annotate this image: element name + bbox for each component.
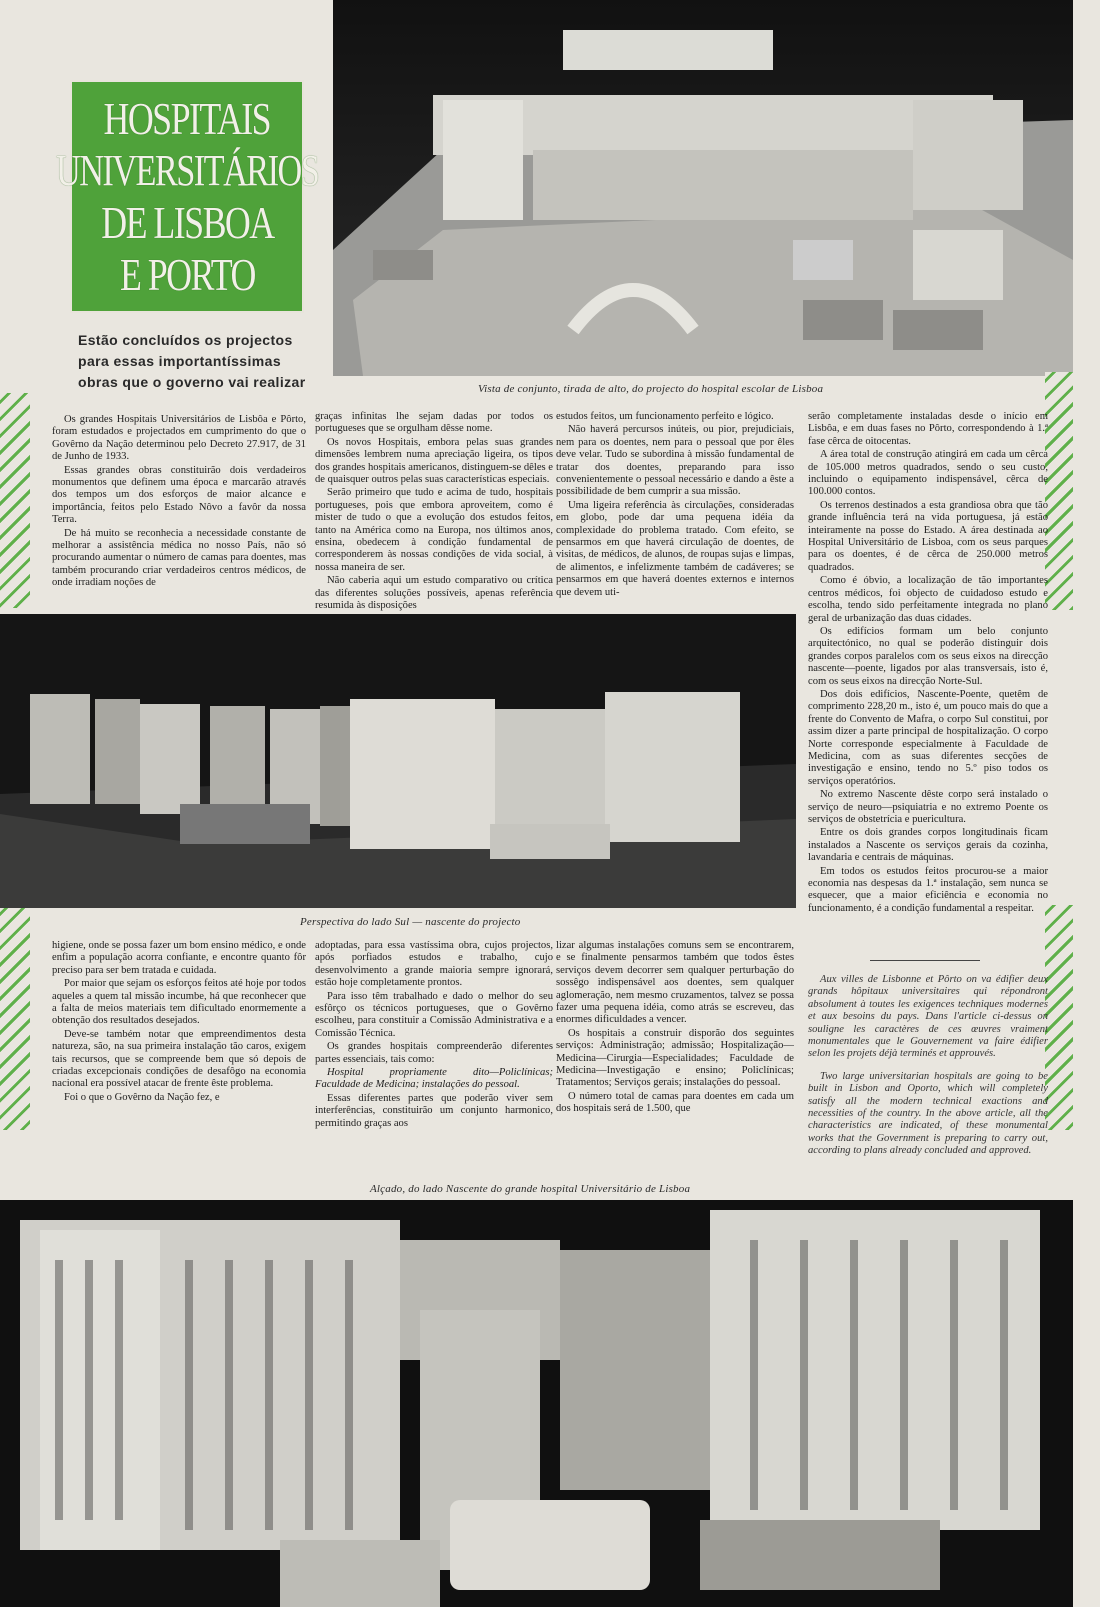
- paragraph: Essas diferentes partes que poderão viver sem interferências, constituirão um conjunto harmonico, permitindo graças aos: [315, 1092, 553, 1129]
- summary-divider: [870, 960, 980, 961]
- paragraph: No extremo Nascente dêste corpo será instalado o serviço de neuro—psiquiatria e no extremo Poente os serviços de obstetrícia e puericultura.: [808, 789, 1048, 825]
- east-elevation-image: [0, 1200, 1073, 1607]
- subtitle: Estão concluídos os projectos para essas importantíssimas obras que o governo vai realizar: [78, 332, 306, 390]
- paragraph: O número total de camas para doentes em cada um dos hospitais será de 1.500, que: [556, 1090, 794, 1115]
- zigzag-strip-left-top: [0, 393, 30, 608]
- south-perspective-image: [0, 614, 796, 908]
- paragraph: Para isso têm trabalhado e dado o melhor do seu esfôrço os técnicos portugueses, que o Govêrno escolheu, para constituir a Comissão Administrativa e a Comissão Técnica.: [315, 990, 553, 1039]
- paragraph: Dos dois edifícios, Nascente-Poente, quetêm de comprimento 228,20 m., isto é, um pouco mais do que a frente do Convento de Mafra, o corpo Sul constitui, por assim dizer a parte principal de hospitalização. O corpo Norte corresponde especialmente à Faculdade de Medicina, com as suas diferentes secções de investigação e ensino, tendo no 5.º piso todos os serviços operatórios.: [808, 688, 1048, 787]
- caption-top: Vista de conjunto, tirada de alto, do projecto do hospital escolar de Lisboa: [478, 383, 824, 395]
- title-line-4: E PORTO: [119, 248, 255, 300]
- title-block: [55, 80, 319, 313]
- photo-east-elevation: [0, 1200, 1073, 1607]
- aerial-model-image: [333, 0, 1073, 376]
- text-column-6: [315, 940, 553, 1170]
- title-line-3: DE LISBOA: [100, 196, 274, 248]
- paragraph: higiene, onde se possa fazer um bom ensino médico, e onde enfim a população acorra confiante, e encontre quanto fôr preciso para ser bem tratada e cuidada.: [52, 940, 306, 976]
- paragraph: A área total de construção atingirá em cada um cêrca de 105.000 metros quadrados, sendo o seu custo, incluindo o equipamento indispensável, cêrca de 100.000 contos.: [808, 449, 1048, 498]
- text-column-5: [52, 940, 306, 1170]
- paragraph: Os grandes hospitais compreenderão diferentes partes essenciais, tais como:: [315, 1041, 553, 1065]
- paragraph: graças infinitas lhe sejam dadas por todos os portugueses que se orgulham dêsse nome.: [315, 411, 553, 435]
- paragraph: Os novos Hospitais, embora pelas suas grandes dimensões lembrem numa apreciação ligeira, os tipos dos grandes hospitais americanos, distinguem-se dêles e de quaisquer outros pelas suas características especiais.: [315, 436, 553, 486]
- paragraph: De há muito se reconhecia a necessidade constante de melhorar a assistência médica no nosso País, não só procurando aumentar o número de camas para doentes, mas também procurando criar verdadeiros centros médicos, de onde irradiam noções de: [52, 527, 306, 589]
- paragraph: Como é óbvio, a localização de tão importantes centros médicos, foi objecto de cuidadoso estudo e escolha, tendo sido perfeitamente integrada no plano geral de urbanização das duas cidades.: [808, 575, 1048, 624]
- paragraph: Foi o que o Govêrno da Nação fez, e: [64, 1091, 220, 1103]
- paragraph: Não caberia aqui um estudo comparativo ou crítica das diferentes soluções possíveis, apenas referência resumida às disposições: [315, 575, 553, 611]
- paragraph: Os hospitais a construir disporão dos seguintes serviços: Administração; admissão; Hospitalização—Medicina—Cirurgia—Especialidades; Faculdade de Medicina—Investigação e ensino; Policlínicas; Tratamentos; Serviços gerais; instalações do pessoal.: [556, 1027, 794, 1089]
- summary-french: Aux villes de Lisbonne et Pôrto on va édifier deux grands hôpitaux universitaires qui répondront absolument à toutes les exigences techniques modernes et aux besoins du pays. Dans l'article ci-dessus on souligne les caractères de ces œuvres vraiment monumentales que le Gouvernement va faire édifier selon les projets déjà terminés et approuvés.: [808, 974, 1048, 1060]
- paragraph: Hospital propriamente dito—Policlínicas; Faculdade de Medicina; instalações do pessoal.: [315, 1067, 553, 1091]
- paragraph: Os edifícios formam um belo conjunto arquitectónico, no qual se poderão distinguir dois grandes corpos paralelos com os seus eixos na direcção nascente—poente, ligados por alas transversais, isto é, com os seus eixos na direcção Norte-Sul.: [808, 625, 1048, 687]
- caption-bottom: Alçado, do lado Nascente do grande hospital Universitário de Lisboa: [370, 1183, 691, 1195]
- paragraph: Deve-se também notar que empreendimentos desta natureza, são, na sua primeira instalação tão caros, exigem tais recursos, que se compreende bem que só depois de criadas excepcionais condições de desafôgo na economia nacional era possível atacar de frente êste problema.: [52, 1028, 306, 1090]
- text-column-3: [556, 411, 794, 611]
- paragraph: Os grandes Hospitais Universitários de Lisbôa e Pôrto, foram estudados e projectados em cumprimento do que o Govêrno da Nação determinou pelo Decreto 27.917, de 31 de Junho de 1933.: [52, 414, 306, 463]
- text-column-2: [315, 411, 553, 611]
- paragraph: Não haverá percursos inúteis, ou pior, prejudiciais, nem para os doentes, nem para o pessoal que por êles deve velar. Tudo se subordina à missão fundamental de tratar dos doentes, preparando para isso convenientemente o pessoal necessário e dando a êste a possibilidade de bem cumprir a sua missão.: [556, 424, 794, 498]
- paragraph: Serão primeiro que tudo e acima de tudo, hospitais portugueses, pois que embora aproveitem, como é mister de tudo o que a evolução dos estudos feitos, tanto na América como na Europa, nos últimos anos, ensina, obedecem à condição fundamental de corresponderem às nossas condições de vida social, à nossa maneira de ser.: [315, 487, 553, 573]
- paragraph: lizar algumas instalações comuns sem se encontrarem, e se finalmente pensarmos também que todos êstes serviços devem decorrer sem qualquer perturbação do sossêgo indispensável aos doentes, sem qualquer aglomeração, nem mesmo cruzamentos, talvez se possa fazer uma pequena idéia, como atrás se escreveu, das enormes dificuldades a vencer.: [556, 940, 794, 1026]
- summary-english: Two large universitarian hospitals are going to be built in Lisbon and Oporto, which will completely satisfy all the modern technical exactions and necessities of the country. In the above article, all the characteristics are indicated, of these monumental works that the Government is preparing to carry out, according to plans already concluded and approved.: [808, 1070, 1048, 1157]
- zigzag-strip-right-top: [1045, 372, 1073, 610]
- paragraph: adoptadas, para essa vastíssima obra, cujos projectos, após porfiados estudos e trabalho, cujo desenvolvimento a grande maioria sempre ignorará, estão hoje completamente prontos.: [315, 940, 553, 989]
- zigzag-strip-left-bottom: [0, 905, 30, 1130]
- photo-aerial-model: [333, 0, 1073, 376]
- text-column-1: [52, 414, 306, 611]
- paragraph: Uma ligeira referência às circulações, consideradas em globo, pode dar uma pequena idéia da complexidade do problema tratado. Com efeito, se pensarmos em que haverá circulação de doentes, de visitas, de médicos, de alunos, de roupas sujas e limpas, de alimentos, e infelizmente também de cadáveres; se pensarmos em que haverá doentes externos e internos que devem uti-: [556, 499, 794, 598]
- paragraph: Por maior que sejam os esforços feitos até hoje por todos aqueles a quem tal missão incumbe, há que reconhecer que a falta de meios materiais tem dificultado enormemente a obtenção dos resultados desejados.: [52, 978, 306, 1027]
- paragraph: Entre os dois grandes corpos longitudinais ficam instalados a Nascente os serviços gerais da cozinha, lavandaria e centrais de máquinas.: [808, 827, 1048, 864]
- photo-south-perspective: [0, 614, 796, 908]
- paragraph: serão completamente instaladas desde o início em Lisbôa, e em duas fases no Pôrto, correspondendo à 1.ª fase cêrca de oitocentas.: [808, 411, 1048, 447]
- title-line-2: UNIVERSITÁRIOS: [55, 145, 319, 195]
- paragraph: estudos feitos, um funcionamento perfeito e lógico.: [556, 411, 774, 422]
- text-column-7: [556, 940, 794, 1170]
- foreign-summary: [808, 974, 1048, 1174]
- title-line-1: HOSPITAIS: [103, 92, 271, 144]
- zigzag-strip-right-bottom: [1045, 905, 1073, 1130]
- paragraph: Essas grandes obras constituirão dois verdadeiros monumentos que definem uma época e marcarão através dos tempos um dos esforços de maior alcance e importância, feitos pelo Estado Nôvo a favôr da nossa Terra.: [52, 464, 306, 526]
- paragraph: Os terrenos destinados a esta grandiosa obra que tão grande influência terá na vida portuguesa, já estão inteiramente na posse do Estado. A área destinada ao Hospital Universitário de Lisboa, com os seus parques para os doentes, é de cêrca de 250.000 metros quadrados.: [808, 499, 1048, 573]
- caption-middle: Perspectiva do lado Sul — nascente do projecto: [300, 916, 521, 928]
- paragraph: Em todos os estudos feitos procurou-se a maior economia nas despesas da 1.ª instalação, sem nunca se esquecer, que a maior eficiência e economia no funcionamento, é a condição fundamental a respeitar.: [808, 865, 1048, 914]
- text-column-4: [808, 411, 1048, 923]
